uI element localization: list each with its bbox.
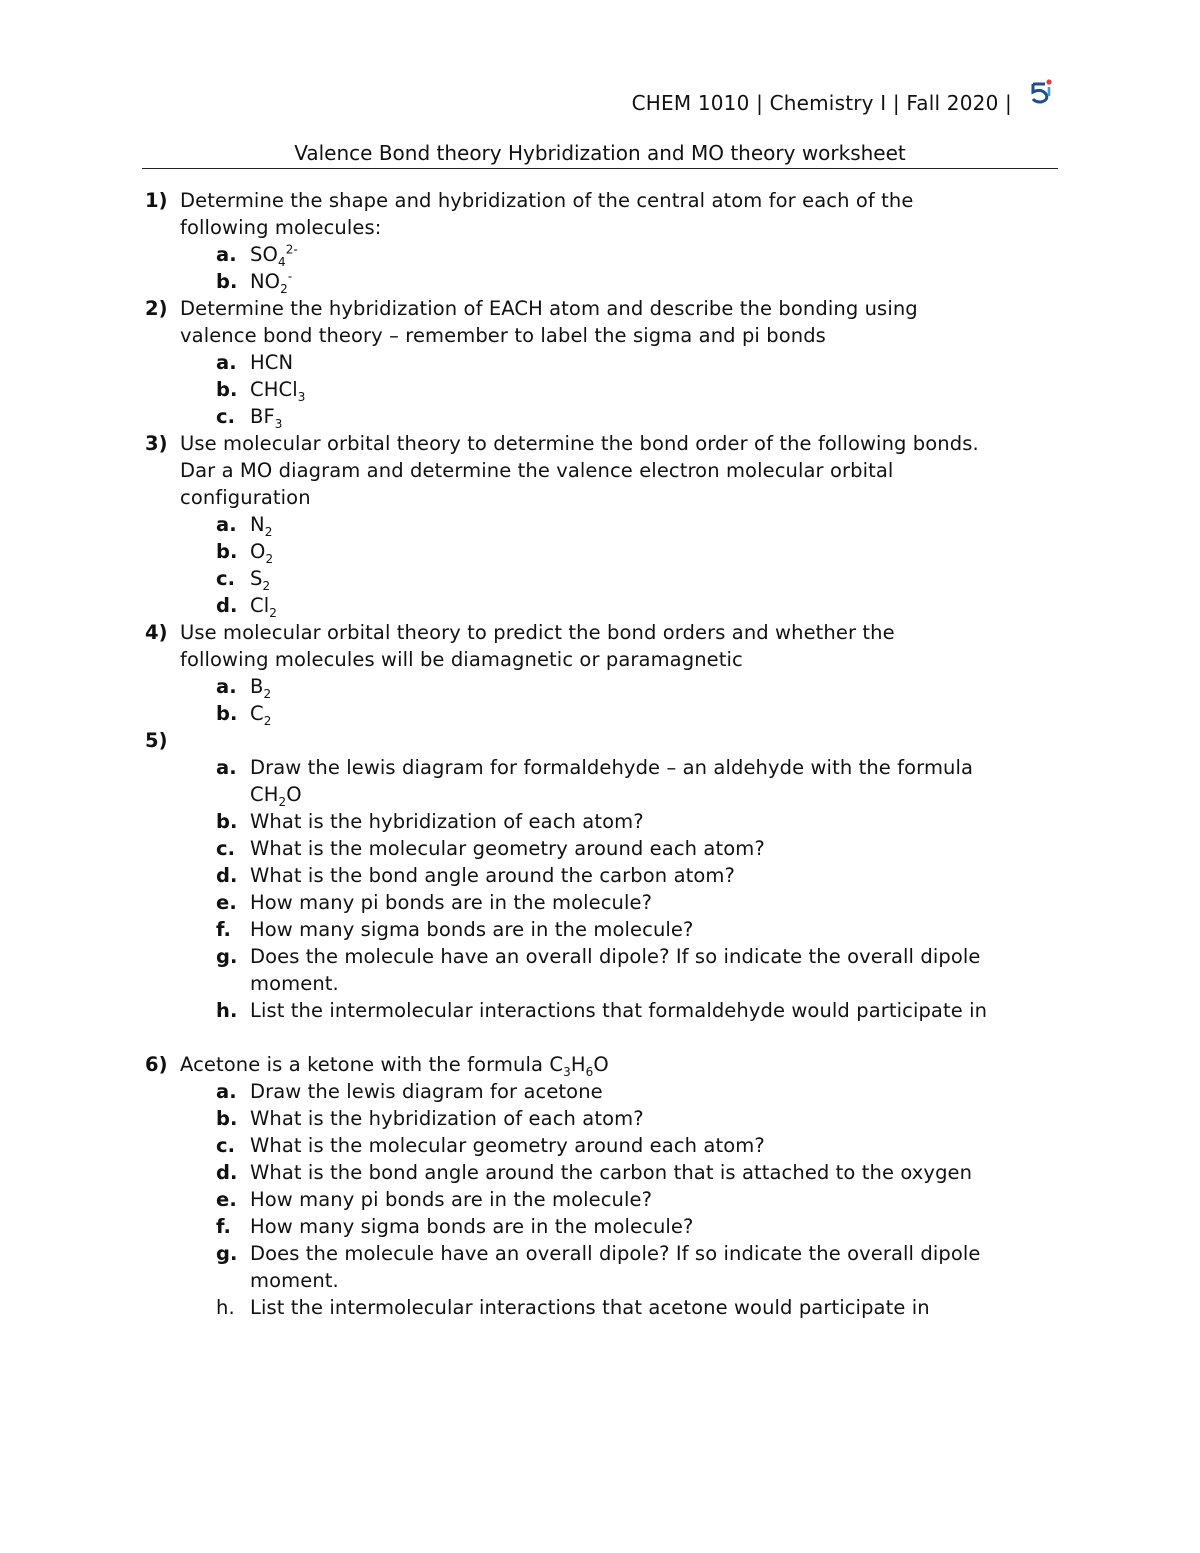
question-text: following molecules: xyxy=(180,216,382,239)
question-2 xyxy=(0,295,1200,322)
sub-item-label: a. xyxy=(216,675,237,698)
header-divider xyxy=(142,168,1058,169)
sub-item-cont xyxy=(0,781,1200,808)
question-list xyxy=(0,187,1200,1321)
question-text: configuration xyxy=(180,486,311,509)
sub-item-label: g. xyxy=(216,945,238,968)
sub-item-text: Draw the lewis diagram for formaldehyde – an aldehyde with the formula xyxy=(250,756,974,779)
sub-item-text: moment. xyxy=(250,1269,339,1292)
sub-item-text: $O_2$ xyxy=(250,540,274,566)
sub-item-text: $NO_2^-$ xyxy=(250,269,293,296)
question-number: 4) xyxy=(145,621,168,644)
sub-item xyxy=(0,1105,1200,1132)
sub-item xyxy=(0,592,1200,619)
sub-item-label: b. xyxy=(216,540,238,563)
sub-item-label: b. xyxy=(216,1107,238,1130)
sub-item-label: a. xyxy=(216,1080,237,1103)
question-2-cont xyxy=(0,322,1200,349)
sub-item-text: Draw the lewis diagram for acetone xyxy=(250,1080,603,1103)
sub-item-label: b. xyxy=(216,810,238,833)
sub-item xyxy=(0,943,1200,970)
logo-icon xyxy=(1029,78,1053,106)
sub-item-label: h. xyxy=(216,999,238,1022)
sub-item xyxy=(0,241,1200,268)
question-text: valence bond theory – remember to label the sigma and pi bonds xyxy=(180,324,826,347)
question-3-cont xyxy=(0,457,1200,484)
sub-item xyxy=(0,997,1200,1024)
sub-item xyxy=(0,754,1200,781)
sub-item-label: c. xyxy=(216,1134,236,1157)
sub-item-label: a. xyxy=(216,243,237,266)
sub-item-text: HCN xyxy=(250,351,294,374)
sub-item xyxy=(0,700,1200,727)
sub-item-text: What is the bond angle around the carbon atom? xyxy=(250,864,735,887)
sub-item-text: CHCl$_3$ xyxy=(250,378,306,404)
question-4-cont xyxy=(0,646,1200,673)
question-1 xyxy=(0,187,1200,214)
question-text: following molecules will be diamagnetic or paramagnetic xyxy=(180,648,743,671)
sub-item-text: $Cl_2$ xyxy=(250,594,277,620)
course-header: CHEM 1010 | Chemistry I | Fall 2020 | xyxy=(631,91,1012,115)
sub-item-label: g. xyxy=(216,1242,238,1265)
sub-item xyxy=(0,1159,1200,1186)
question-1-cont xyxy=(0,214,1200,241)
sub-item xyxy=(0,1240,1200,1267)
sub-item xyxy=(0,403,1200,430)
sub-item-text: How many pi bonds are in the molecule? xyxy=(250,891,653,914)
sub-item-label: h. xyxy=(216,1296,235,1319)
sub-item-text: List the intermolecular interactions that acetone would participate in xyxy=(250,1296,930,1319)
sub-item-label: a. xyxy=(216,513,237,536)
sub-item-label: c. xyxy=(216,837,236,860)
question-number: 1) xyxy=(145,189,168,212)
question-number: 6) xyxy=(145,1053,168,1076)
sub-item-label: d. xyxy=(216,1161,238,1184)
sub-item-text: List the intermolecular interactions that formaldehyde would participate in xyxy=(250,999,988,1022)
sub-item-text: Does the molecule have an overall dipole? If so indicate the overall dipole xyxy=(250,945,981,968)
question-text: Use molecular orbital theory to determine the bond order of the following bonds. xyxy=(180,432,979,455)
question-number: 5) xyxy=(145,729,168,752)
question-text: Use molecular orbital theory to predict the bond orders and whether the xyxy=(180,621,895,644)
sub-item-text: moment. xyxy=(250,972,339,995)
question-number: 2) xyxy=(145,297,168,320)
sub-item xyxy=(0,673,1200,700)
sub-item-text: $B_2$ xyxy=(250,675,272,701)
sub-item-text: $SO_4^{2-}$ xyxy=(250,242,298,269)
question-text: Dar a MO diagram and determine the valence electron molecular orbital xyxy=(180,459,894,482)
sub-item-text: $CH_2O$ xyxy=(250,783,302,809)
question-text: Determine the hybridization of EACH atom and describe the bonding using xyxy=(180,297,918,320)
sub-item xyxy=(0,511,1200,538)
sub-item-text: What is the hybridization of each atom? xyxy=(250,1107,644,1130)
sub-item-text: What is the bond angle around the carbon that is attached to the oxygen xyxy=(250,1161,973,1184)
sub-item-text: What is the molecular geometry around each atom? xyxy=(250,1134,765,1157)
sub-item-text: How many sigma bonds are in the molecule? xyxy=(250,1215,694,1238)
sub-item-label: a. xyxy=(216,351,237,374)
sub-item xyxy=(0,916,1200,943)
spacer xyxy=(0,1024,1200,1051)
sub-item-text: $N_2$ xyxy=(250,513,273,539)
sub-item-label: d. xyxy=(216,864,238,887)
sub-item-label: f. xyxy=(216,918,232,941)
sub-item-text: How many sigma bonds are in the molecule? xyxy=(250,918,694,941)
sub-item-label: d. xyxy=(216,594,238,617)
sub-item-label: c. xyxy=(216,567,236,590)
sub-item-text: Does the molecule have an overall dipole? If so indicate the overall dipole xyxy=(250,1242,981,1265)
question-5 xyxy=(0,727,1200,754)
sub-item-text: $BF_3$ xyxy=(250,405,283,431)
question-3 xyxy=(0,430,1200,457)
question-3-cont xyxy=(0,484,1200,511)
sub-item xyxy=(0,835,1200,862)
sub-item-label: e. xyxy=(216,891,237,914)
sub-item-label: e. xyxy=(216,1188,237,1211)
question-number: 3) xyxy=(145,432,168,455)
sub-item-label: f. xyxy=(216,1215,232,1238)
sub-item-text: What is the hybridization of each atom? xyxy=(250,810,644,833)
sub-item-cont xyxy=(0,970,1200,997)
sub-item xyxy=(0,349,1200,376)
sub-item xyxy=(0,1078,1200,1105)
sub-item xyxy=(0,538,1200,565)
question-text: Acetone is a ketone with the formula $C_3H_6O$ xyxy=(180,1053,609,1079)
sub-item-label: b. xyxy=(216,270,238,293)
sub-item xyxy=(0,1132,1200,1159)
question-text: Determine the shape and hybridization of the central atom for each of the xyxy=(180,189,914,212)
sub-item-text: $S_2$ xyxy=(250,567,271,593)
sub-item xyxy=(0,862,1200,889)
sub-item xyxy=(0,1186,1200,1213)
sub-item-label: a. xyxy=(216,756,237,779)
sub-item-text: What is the molecular geometry around each atom? xyxy=(250,837,765,860)
question-6 xyxy=(0,1051,1200,1078)
sub-item-text: How many pi bonds are in the molecule? xyxy=(250,1188,653,1211)
sub-item xyxy=(0,1213,1200,1240)
sub-item xyxy=(0,565,1200,592)
sub-item-label: b. xyxy=(216,702,238,725)
sub-item xyxy=(0,889,1200,916)
sub-item-text: $C_2$ xyxy=(250,702,272,728)
sub-item-cont xyxy=(0,1267,1200,1294)
sub-item xyxy=(0,808,1200,835)
worksheet-title: Valence Bond theory Hybridization and MO theory worksheet xyxy=(294,141,906,165)
sub-item xyxy=(0,376,1200,403)
question-4 xyxy=(0,619,1200,646)
sub-item-label: b. xyxy=(216,378,238,401)
sub-item xyxy=(0,268,1200,295)
sub-item xyxy=(0,1294,1200,1321)
sub-item-label: c. xyxy=(216,405,236,428)
